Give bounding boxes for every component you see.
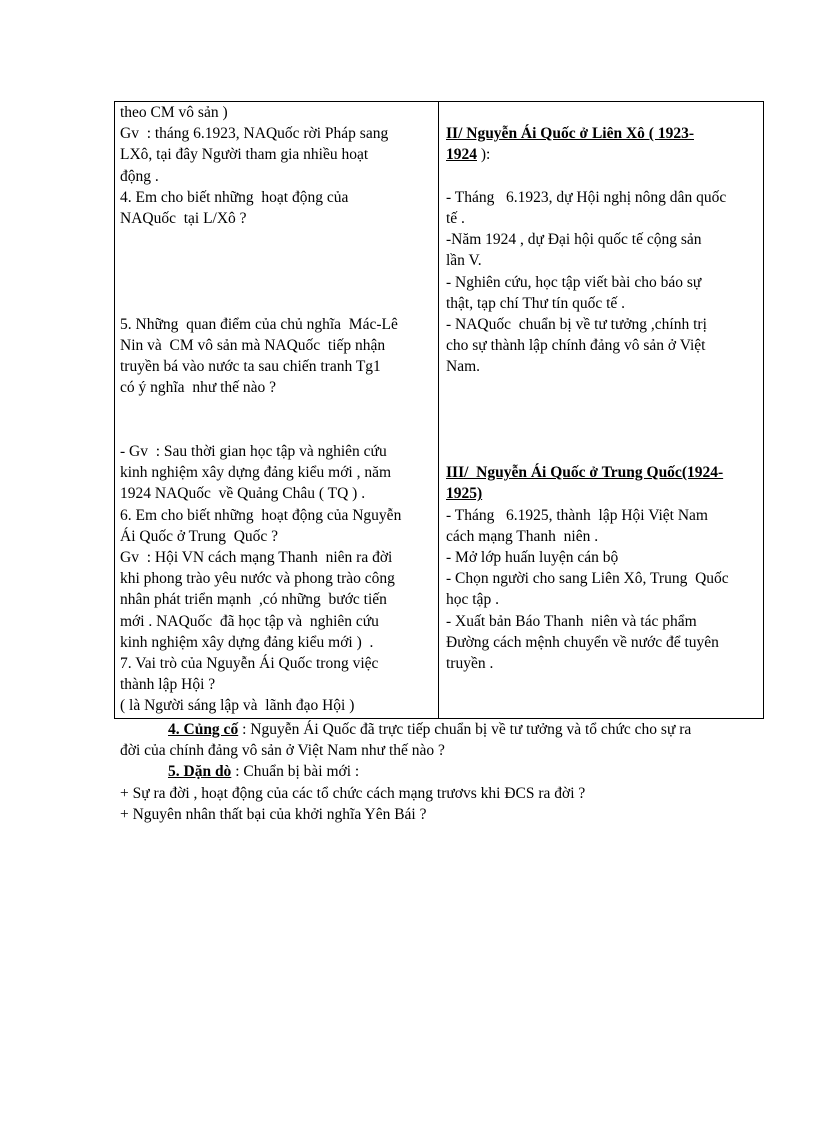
section-3-line: - Chọn người cho sang Liên Xô, Trung Quốc: [446, 570, 729, 588]
left-line: khi phong trào yêu nước và phong trào công: [120, 570, 395, 588]
section-2-line: Nam.: [446, 358, 481, 376]
right-spacer: [446, 166, 762, 187]
section-3-line: Đường cách mệnh chuyển về nước để tuyên: [446, 633, 719, 651]
section-3-line: học tập .: [446, 591, 499, 609]
left-line: [120, 250, 434, 271]
left-line: ( là Người sáng lập và lãnh đạo Hội ): [120, 697, 355, 715]
homework-item: + Nguyên nhân thất bại của khởi nghĩa Yên Bái ?: [120, 805, 427, 823]
lesson-table: [114, 101, 764, 719]
section-2-line: thật, tạp chí Thư tín quốc tế .: [446, 294, 626, 312]
section-2-line: -Năm 1924 , dự Đại hội quốc tế cộng sản: [446, 231, 702, 249]
left-line: Nin và CM vô sản mà NAQuốc tiếp nhận: [120, 337, 386, 355]
left-line: 5. Những quan điểm của chủ nghĩa Mác-Lê: [120, 315, 398, 333]
section-2-line: cho sự thành lập chính đảng vô sản ở Việt: [446, 337, 706, 355]
section-2-line: tế .: [446, 209, 465, 227]
column-divider: [438, 102, 439, 718]
left-line: [120, 420, 434, 441]
section-3-line: - Tháng 6.1925, thành lập Hội Việt Nam: [446, 506, 708, 524]
section-2-title-cont: [446, 144, 762, 165]
left-line: 7. Vai trò của Nguyễn Ái Quốc trong việc: [120, 654, 379, 672]
left-line: Gv : Hội VN cách mạng Thanh niên ra đời: [120, 548, 393, 566]
right-spacer: [446, 399, 762, 420]
section-2-line: - NAQuốc chuẩn bị về tư tưởng ,chính trị: [446, 315, 707, 333]
consolidation-line: [120, 719, 770, 740]
left-line: động .: [120, 167, 159, 185]
section-2-line: - Tháng 6.1923, dự Hội nghị nông dân quốc: [446, 188, 727, 206]
section-3-line: - Mở lớp huấn luyện cán bộ: [446, 548, 619, 566]
left-line: theo CM vô sản ): [120, 104, 228, 121]
consolidation-text: : Nguyễn Ái Quốc đã trực tiếp chuẩn bị về tư tưởng và tổ chức cho sự ra: [238, 721, 692, 738]
left-line: [120, 272, 434, 293]
left-line: có ý nghĩa như thế nào ?: [120, 379, 277, 397]
left-line: thành lập Hội ?: [120, 676, 216, 694]
left-line: - Gv : Sau thời gian học tập và nghiên cứu: [120, 443, 387, 460]
homework-text: : Chuẩn bị bài mới :: [231, 763, 360, 781]
right-spacer: [446, 377, 762, 398]
left-line: LXô, tại đây Người tham gia nhiều hoạt: [120, 146, 369, 164]
homework-label: 5. Dặn dò: [168, 763, 232, 781]
section-3-years: 1925): [446, 485, 483, 503]
left-line: kinh nghiệm xây dựng đảng kiểu mới , năm: [120, 464, 392, 482]
left-line: [120, 293, 434, 314]
section-2-title: II/ Nguyễn Ái Quốc ở Liên Xô ( 1923-: [446, 125, 694, 143]
left-line: 4. Em cho biết những hoạt động của: [120, 188, 349, 206]
homework-line: [120, 761, 770, 782]
right-spacer: [446, 441, 762, 462]
consolidation-line-2: đời của chính đảng vô sản ở Việt Nam như thế nào ?: [120, 742, 445, 760]
left-line: [120, 229, 434, 250]
left-line: Gv : tháng 6.1923, NAQuốc rời Pháp sang: [120, 125, 389, 143]
section-2-years: 1924: [446, 146, 477, 164]
right-spacer: [446, 420, 762, 441]
consolidation-label: 4. Củng cố: [168, 721, 239, 738]
left-line: kinh nghiệm xây dựng đảng kiểu mới ) .: [120, 633, 374, 651]
section-2-line: - Nghiên cứu, học tập viết bài cho báo sự: [446, 273, 702, 291]
left-line: truyền bá vào nước ta sau chiến tranh Tg1: [120, 358, 381, 376]
left-line: NAQuốc tại L/Xô ?: [120, 209, 247, 227]
section-2-title-end: ):: [477, 146, 491, 164]
section-3-line: truyền .: [446, 654, 494, 672]
section-2-line: lần V.: [446, 252, 482, 270]
lesson-footer: [120, 719, 770, 825]
teacher-student-activities-column: [120, 102, 434, 716]
right-spacer: [446, 102, 762, 123]
left-line: 6. Em cho biết những hoạt động của Nguyễn: [120, 506, 402, 524]
section-3-line: - Xuất bản Báo Thanh niên và tác phẩm: [446, 612, 697, 630]
section-3-title: III/ Nguyễn Ái Quốc ở Trung Quốc(1924-: [446, 464, 724, 482]
left-line: mới . NAQuốc đã học tập và nghiên cứu: [120, 612, 379, 630]
left-line: nhân phát triển mạnh ,có những bước tiến: [120, 591, 387, 609]
section-3-line: cách mạng Thanh niên .: [446, 527, 599, 545]
left-line: [120, 399, 434, 420]
left-line: 1924 NAQuốc về Quảng Châu ( TQ ) .: [120, 485, 366, 503]
homework-item: + Sự ra đời , hoạt động của các tổ chức cách mạng trươvs khi ĐCS ra đời ?: [120, 784, 586, 802]
lesson-content-column: [446, 102, 762, 674]
left-line: Ái Quốc ở Trung Quốc ?: [120, 527, 279, 545]
